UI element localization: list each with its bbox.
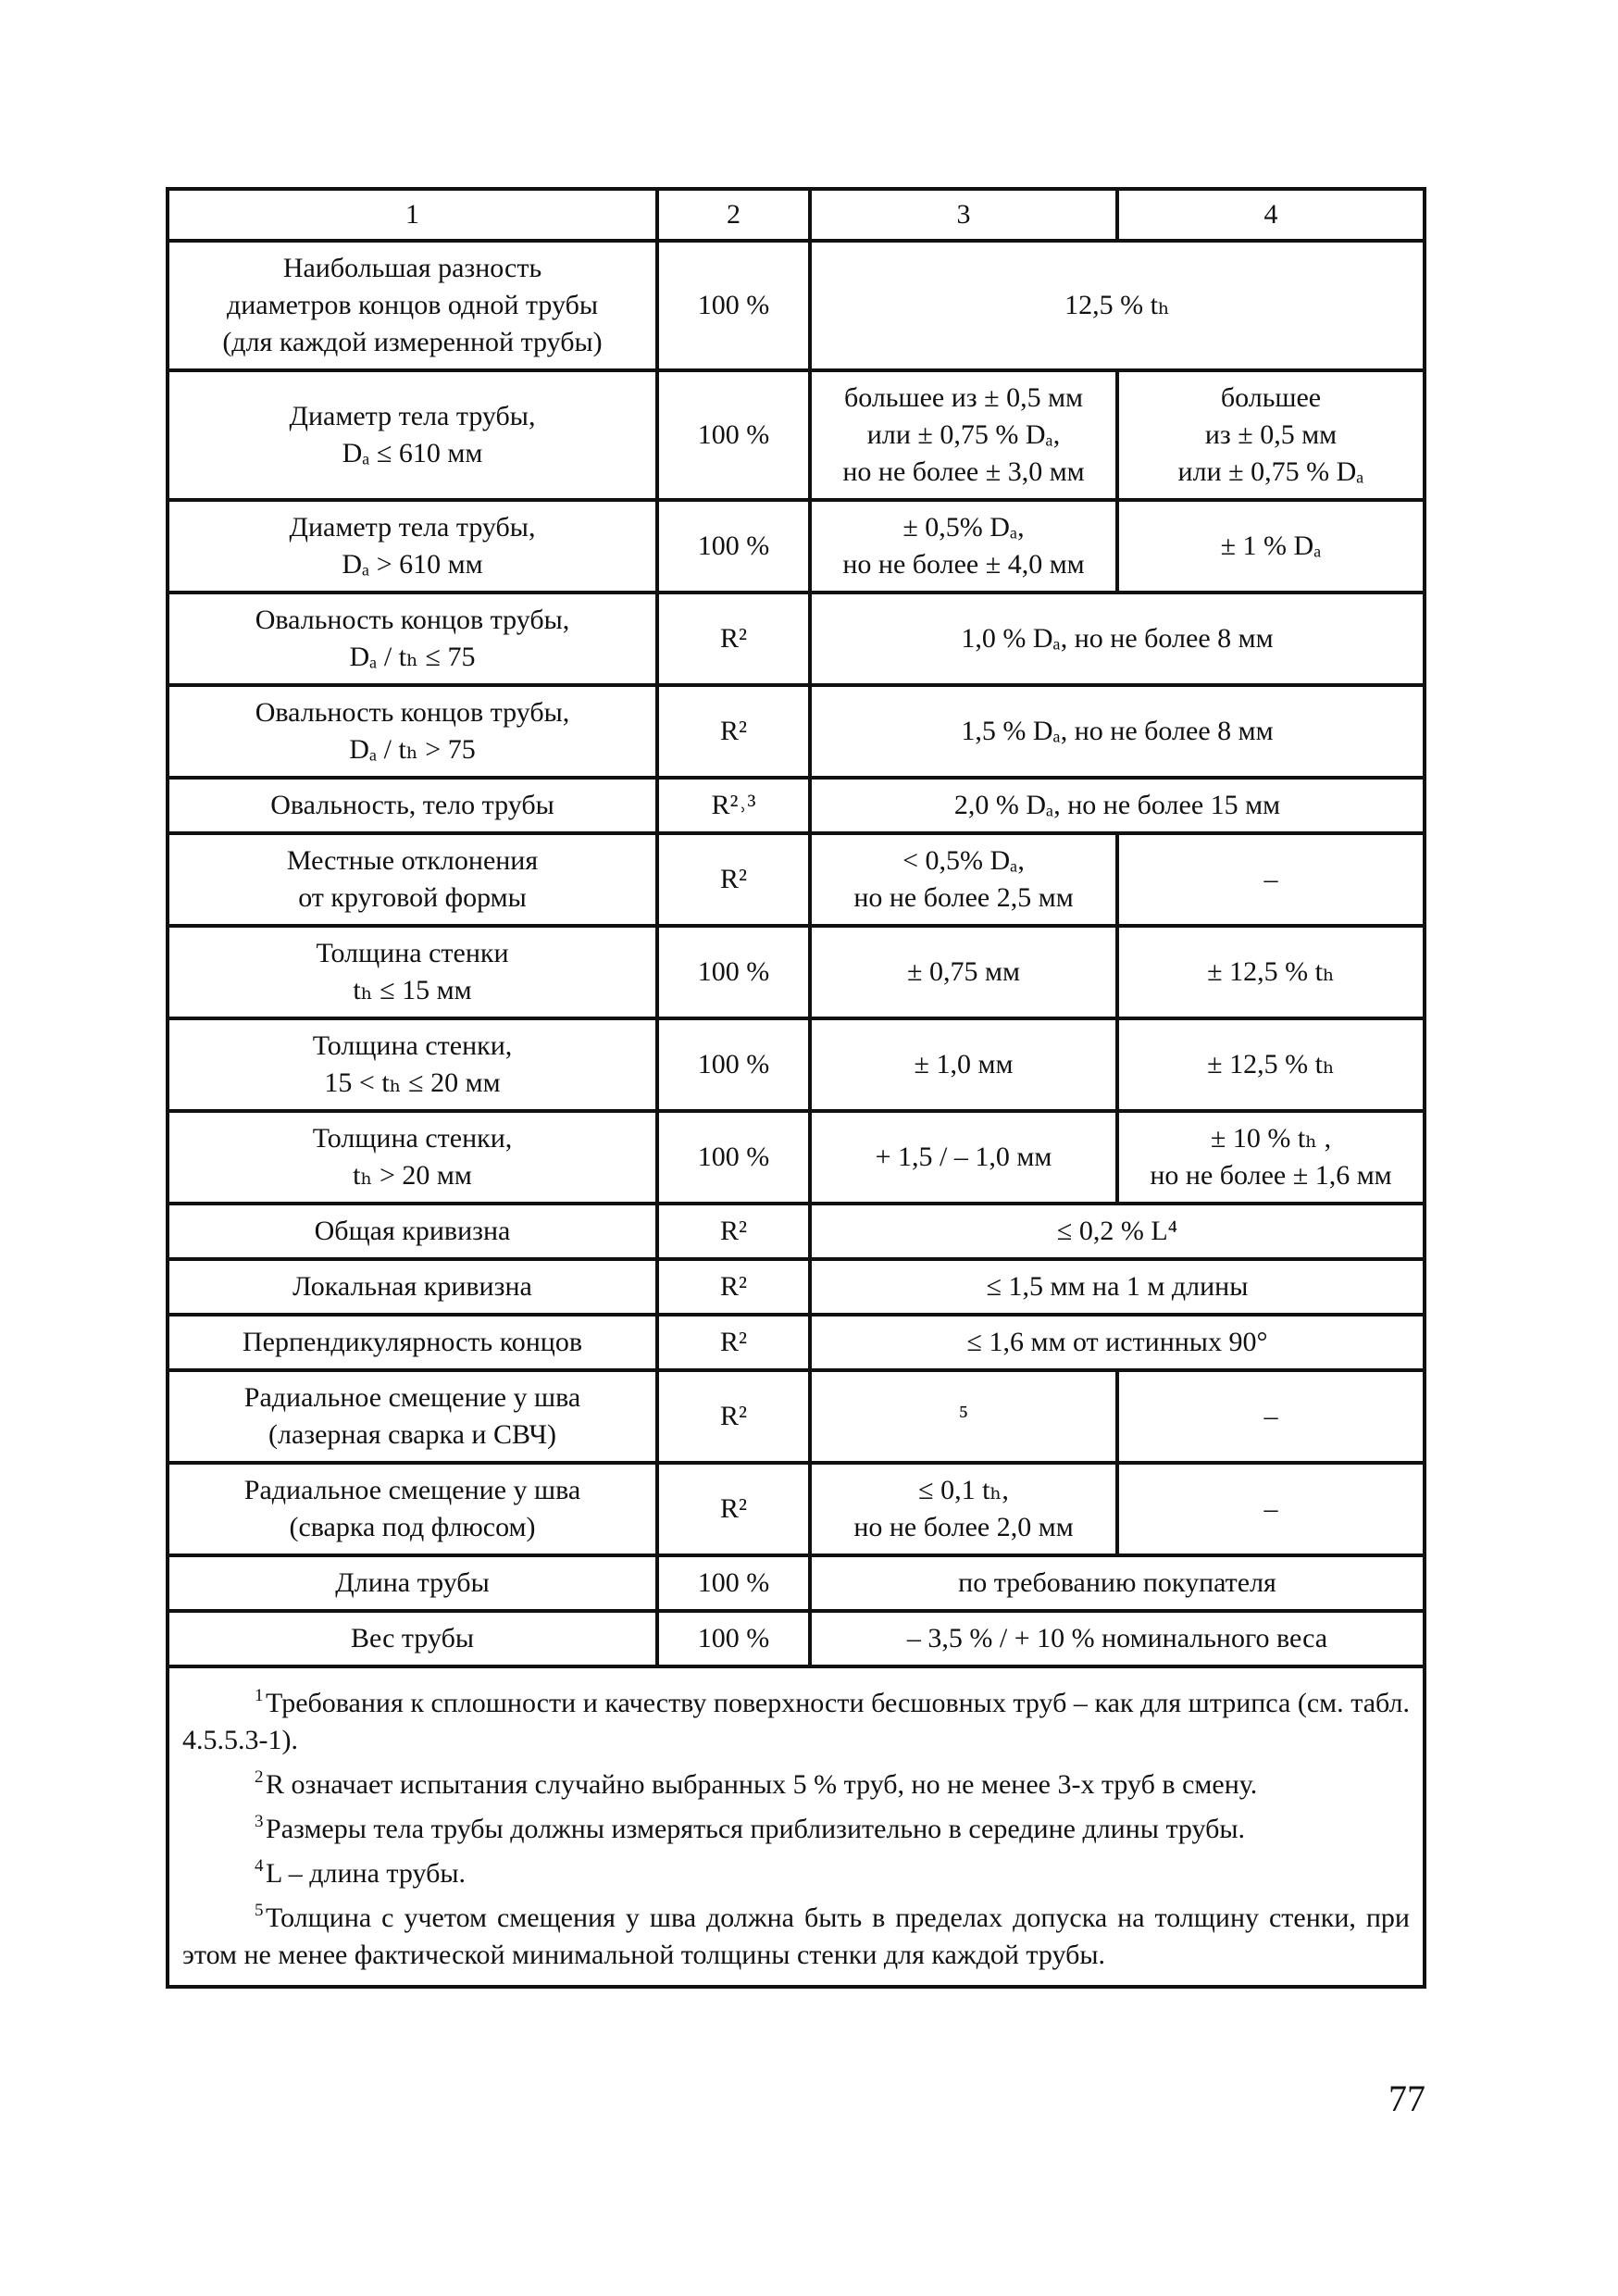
cell-line: Овальность, тело трубы (270, 790, 554, 820)
header-cell-3: 3 (810, 189, 1117, 241)
cell-line: ≤ 1,6 мм от истинных 90° (966, 1327, 1268, 1357)
footnote (182, 1678, 1410, 1759)
cell-line: Овальность концов трубы, (255, 697, 570, 728)
cell-line: < 0,5% Dₐ, (902, 845, 1025, 876)
cell-line: ≤ 0,1 tₕ, (918, 1475, 1009, 1505)
cell-line: 1,0 % Dₐ, но не более 8 мм (961, 623, 1274, 654)
cell-line: но не более 2,5 мм (853, 882, 1074, 913)
cell-line: от круговой формы (298, 882, 527, 913)
cell-line: Перпендикулярность концов (242, 1327, 583, 1357)
footnote-mark: 2 (255, 1767, 264, 1787)
table-row (168, 593, 1425, 685)
tolerance-col4-cell (1117, 1018, 1425, 1111)
param-cell (168, 778, 657, 833)
cell-line: Наибольшая разность (282, 253, 542, 283)
frequency-cell: R² (657, 685, 810, 778)
footnotes-cell (168, 1666, 1425, 1987)
tolerance-cell (810, 593, 1425, 685)
footnote-text: R означает испытания случайно выбранных 5 % труб, но не менее 3-х труб в смену. (266, 1769, 1258, 1800)
tolerance-col3-cell (810, 1111, 1117, 1204)
tolerance-cell (810, 1611, 1425, 1666)
cell-line: Вес трубы (351, 1623, 474, 1653)
table-row (168, 833, 1425, 926)
param-cell (168, 500, 657, 593)
footnote-text: Размеры тела трубы должны измеряться приблизительно в середине длины трубы. (266, 1814, 1246, 1844)
cell-line: – 3,5 % / + 10 % номинального веса (906, 1623, 1328, 1653)
frequency-cell: R² (657, 1204, 810, 1259)
table-row (168, 1204, 1425, 1259)
cell-line: большее из ± 0,5 мм (843, 382, 1084, 413)
header-row (168, 189, 1425, 241)
frequency-cell: R²˒³ (657, 778, 810, 833)
cell-line: tₕ > 20 мм (353, 1160, 472, 1191)
tolerance-cell (810, 1204, 1425, 1259)
cell-line: Местные отклонения (286, 845, 539, 876)
tolerance-col3-cell (810, 500, 1117, 593)
cell-line: ± 12,5 % tₕ (1207, 1049, 1335, 1079)
cell-line: Dₐ > 610 мм (342, 549, 483, 580)
table-row (168, 1018, 1425, 1111)
cell-line: ± 0,75 мм (907, 956, 1020, 987)
tolerance-col3-cell (810, 1018, 1117, 1111)
frequency-cell: 100 % (657, 500, 810, 593)
cell-line: – (1263, 1401, 1278, 1431)
cell-line: Локальная кривизна (292, 1271, 532, 1302)
table-row (168, 926, 1425, 1018)
footnote-mark: 3 (255, 1812, 264, 1831)
param-cell (168, 241, 657, 370)
header-cell-4: 4 (1117, 189, 1425, 241)
param-cell (168, 1111, 657, 1204)
cell-line: ± 12,5 % tₕ (1207, 956, 1335, 987)
tolerance-col4-cell (1117, 500, 1425, 593)
cell-line: ≤ 1,5 мм на 1 м длины (986, 1271, 1249, 1302)
table-row (168, 1611, 1425, 1666)
tolerance-col3-cell (810, 370, 1117, 500)
table-row (168, 500, 1425, 593)
page-number: 77 (1388, 2078, 1425, 2119)
cell-line: ⁵ (958, 1401, 969, 1431)
frequency-cell: R² (657, 1463, 810, 1555)
cell-line: (сварка под флюсом) (289, 1512, 536, 1542)
tolerance-col3-cell (810, 1370, 1117, 1463)
cell-line: или ± 0,75 % Dₐ (1177, 456, 1364, 487)
cell-line: ± 1,0 мм (914, 1049, 1014, 1079)
cell-line: 1,5 % Dₐ, но не более 8 мм (961, 716, 1274, 746)
frequency-cell: 100 % (657, 1111, 810, 1204)
table-row (168, 1463, 1425, 1555)
cell-line: – (1263, 1493, 1278, 1524)
cell-line: 15 < tₕ ≤ 20 мм (324, 1067, 501, 1098)
frequency-cell: 100 % (657, 1555, 810, 1611)
param-cell (168, 833, 657, 926)
tolerance-cell (810, 1259, 1425, 1315)
table-row (168, 1111, 1425, 1204)
cell-line: Толщина стенки (316, 938, 509, 968)
header-cell-2: 2 (657, 189, 810, 241)
tolerance-col3-cell (810, 833, 1117, 926)
tolerance-col3-cell (810, 926, 1117, 1018)
table-row (168, 778, 1425, 833)
footnote-mark: 5 (255, 1901, 264, 1920)
table-row (168, 685, 1425, 778)
cell-line: Длина трубы (335, 1567, 490, 1598)
frequency-cell: R² (657, 1370, 810, 1463)
cell-line: Толщина стенки, (312, 1030, 513, 1061)
table-row (168, 241, 1425, 370)
cell-line: но не более ± 1,6 мм (1150, 1160, 1392, 1191)
cell-line: – (1263, 864, 1278, 894)
tolerance-cell (810, 1555, 1425, 1611)
frequency-cell: 100 % (657, 1018, 810, 1111)
tolerance-col3-cell (810, 1463, 1117, 1555)
footnote-mark: 1 (255, 1686, 264, 1705)
cell-line: Dₐ / tₕ ≤ 75 (349, 642, 476, 672)
param-cell (168, 1204, 657, 1259)
footnote (182, 1848, 1410, 1892)
table-row (168, 370, 1425, 500)
cell-line: Толщина стенки, (312, 1123, 513, 1154)
cell-line: (лазерная сварка и СВЧ) (268, 1419, 556, 1450)
cell-line: по требованию покупателя (958, 1567, 1276, 1598)
footnotes-row (168, 1666, 1425, 1987)
cell-line: Общая кривизна (314, 1216, 511, 1246)
tolerance-col4-cell (1117, 926, 1425, 1018)
tolerance-cell (810, 1315, 1425, 1370)
cell-line: Радиальное смещение у шва (243, 1382, 581, 1413)
cell-line: tₕ ≤ 15 мм (353, 975, 472, 1005)
footnote-text: L – длина трубы. (266, 1858, 466, 1889)
footnote-mark: 4 (255, 1856, 264, 1876)
cell-line: 12,5 % tₕ (1064, 290, 1170, 320)
param-cell (168, 1463, 657, 1555)
cell-line: Dₐ / tₕ > 75 (349, 734, 476, 765)
param-cell (168, 370, 657, 500)
tolerance-table (166, 187, 1426, 1989)
table-row (168, 1555, 1425, 1611)
frequency-cell: 100 % (657, 926, 810, 1018)
cell-line: но не более ± 4,0 мм (842, 549, 1085, 580)
cell-line: Радиальное смещение у шва (243, 1475, 581, 1505)
cell-line: Dₐ ≤ 610 мм (342, 438, 483, 468)
cell-line: ± 10 % tₕ , (1210, 1123, 1332, 1154)
frequency-cell: 100 % (657, 1611, 810, 1666)
cell-line: из ± 0,5 мм (1204, 419, 1338, 450)
frequency-cell: R² (657, 1315, 810, 1370)
footnote (182, 1803, 1410, 1848)
tolerance-col4-cell (1117, 1370, 1425, 1463)
param-cell (168, 1555, 657, 1611)
table-row (168, 1315, 1425, 1370)
footnote (182, 1892, 1410, 1974)
cell-line: 2,0 % Dₐ, но не более 15 мм (953, 790, 1281, 820)
footnote (182, 1759, 1410, 1803)
cell-line: Овальность концов трубы, (255, 605, 570, 635)
cell-line: Диаметр тела трубы, (289, 401, 536, 431)
table-row (168, 1259, 1425, 1315)
param-cell (168, 685, 657, 778)
param-cell (168, 1370, 657, 1463)
param-cell (168, 926, 657, 1018)
cell-line: (для каждой измеренной трубы) (222, 327, 603, 357)
param-cell (168, 593, 657, 685)
param-cell (168, 1018, 657, 1111)
param-cell (168, 1611, 657, 1666)
tolerance-col4-cell (1117, 370, 1425, 500)
tolerance-col4-cell (1117, 1111, 1425, 1204)
tolerance-cell (810, 241, 1425, 370)
cell-line: Диаметр тела трубы, (289, 512, 536, 543)
tolerance-cell (810, 778, 1425, 833)
table-row (168, 1370, 1425, 1463)
tolerance-col4-cell (1117, 833, 1425, 926)
param-cell (168, 1315, 657, 1370)
cell-line: или ± 0,75 % Dₐ, (866, 419, 1061, 450)
cell-line: + 1,5 / – 1,0 мм (875, 1142, 1052, 1172)
footnote-text: Толщина с учетом смещения у шва должна быть в пределах допуска на толщину стенки, при этом не менее фактической минимальной толщины стенки для каждой трубы. (182, 1903, 1410, 1970)
cell-line: но не более ± 3,0 мм (842, 456, 1085, 487)
cell-line: ≤ 0,2 % L⁴ (1056, 1216, 1178, 1246)
tolerance-cell (810, 685, 1425, 778)
cell-line: диаметров концов одной трубы (226, 290, 598, 320)
cell-line: но не более 2,0 мм (853, 1512, 1074, 1542)
footnote-text: Требования к сплошности и качеству поверхности бесшовных труб – как для штрипса (см. табл. 4.5.5.3-1). (182, 1688, 1410, 1755)
header-cell-1: 1 (168, 189, 657, 241)
frequency-cell: R² (657, 593, 810, 685)
frequency-cell: R² (657, 833, 810, 926)
cell-line: ± 0,5% Dₐ, (902, 512, 1025, 543)
param-cell (168, 1259, 657, 1315)
frequency-cell: 100 % (657, 370, 810, 500)
tolerance-col4-cell (1117, 1463, 1425, 1555)
frequency-cell: R² (657, 1259, 810, 1315)
cell-line: большее (1220, 382, 1322, 413)
frequency-cell: 100 % (657, 241, 810, 370)
cell-line: ± 1 % Dₐ (1220, 530, 1322, 561)
